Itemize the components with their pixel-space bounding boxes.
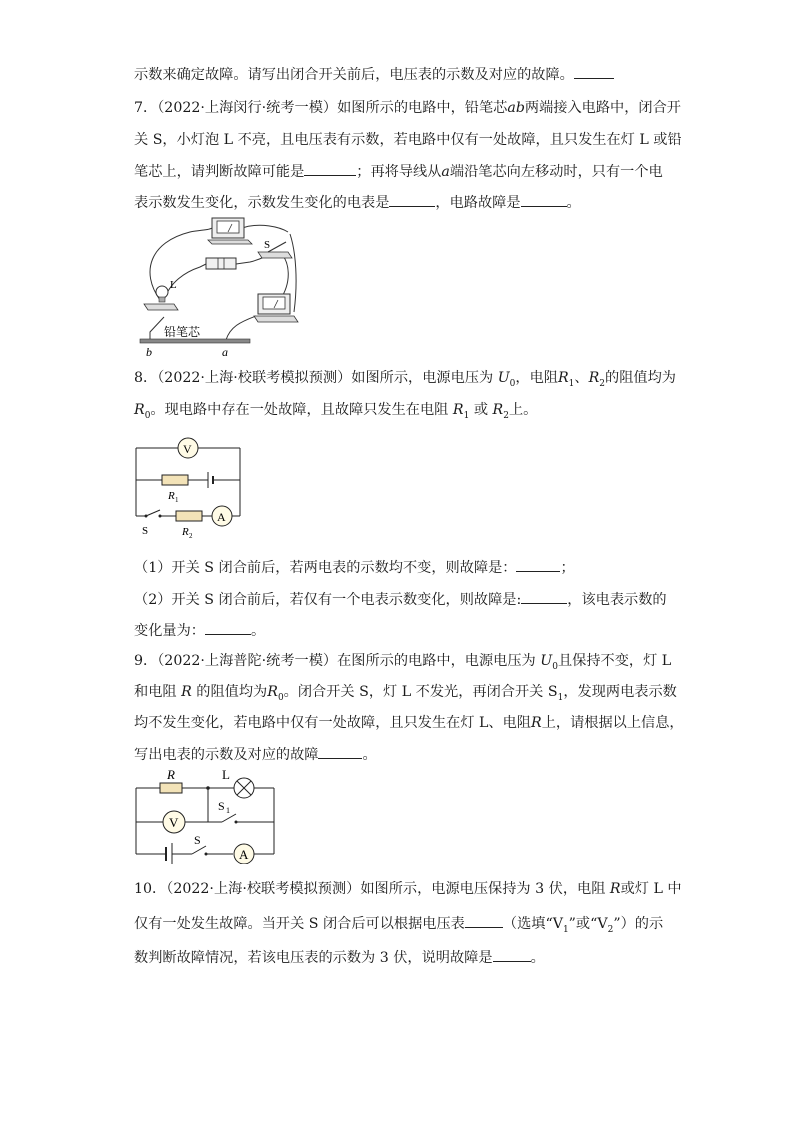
q9-line-4: 写出电表的示数及对应的故障 。: [134, 744, 377, 765]
q8-circuit-figure: [128, 430, 248, 542]
q8-sub2: （2）开关 S 闭合前后，若仅有一个电表示数变化，则故障是: ，该电表示数的: [134, 589, 667, 610]
svg-text:R: R: [167, 767, 175, 782]
q9-line-3: 均不发生变化，若电路中仅有一处故障，且只发生在灯 L、电阻R上，请根据以上信息，: [134, 715, 684, 731]
q7-line-4: 表示数发生变化，示数发生变化的电表是 ，电路故障是 。: [134, 192, 581, 213]
switch-label: S: [194, 833, 201, 847]
svg-text:b: b: [146, 345, 152, 359]
q7-line-1: 7．（2022·上海闵行·统考一模）如图所示的电路中，铅笔芯ab两端接入电路中，闭合开: [134, 100, 681, 116]
q8-line-1: 8．（2022·上海·校联考模拟预测）如图所示，电源电压为 $U_0$，电阻$R_1$、$R_2$的阻值均为: [134, 370, 676, 389]
svg-text:a: a: [222, 345, 228, 359]
answer-blank[interactable]: [521, 589, 567, 604]
q9-circuit-figure: [130, 766, 280, 864]
voltmeter-label: V: [169, 815, 179, 830]
switch-label: S: [264, 239, 271, 251]
q6-tail-line: 示数来确定故障。请写出闭合开关前后，电压表的示数及对应的故障。: [134, 64, 614, 85]
pencil-label: 铅笔芯: [164, 325, 201, 339]
answer-blank[interactable]: [574, 64, 614, 79]
svg-text:1: 1: [175, 496, 179, 504]
switch-label: S: [142, 525, 149, 537]
q8-sub2-tail: 变化量为： 。: [134, 620, 265, 641]
ammeter-label: A: [217, 510, 226, 524]
q10-line-3: 数判断故障情况，若该电压表的示数为 3 伏，说明故障是 。: [134, 947, 545, 968]
q7-line-2: 关 S，小灯泡 L 不亮，且电压表有示数，若电路中仅有一处故障，且只发生在灯 L 或铅: [134, 132, 682, 148]
answer-blank[interactable]: [493, 947, 531, 962]
q9-line-1: 9．（2022·上海普陀·统考一模）在图所示的电路中，电源电压为 $U_0$且保持不变，灯 L: [134, 653, 672, 672]
q7-line-3: 笔芯上，请判断故障可能是 ；再将导线从a端沿笔芯向左移动时，只有一个电: [134, 161, 663, 182]
ammeter-label: A: [239, 847, 249, 862]
answer-blank[interactable]: [389, 192, 435, 207]
voltmeter-label: V: [183, 442, 192, 456]
q10-line-1: 10．（2022·上海·校联考模拟预测）如图所示，电源电压保持为 3 伏，电阻 R或灯 L 中: [134, 881, 682, 897]
answer-blank[interactable]: [304, 161, 356, 176]
q7-circuit-figure: [130, 212, 300, 362]
answer-blank[interactable]: [318, 744, 362, 759]
q8-line-2: $R_0$。现电路中存在一处故障，且故障只发生在电阻 $R_1$ 或 $R_2$上。: [134, 402, 538, 421]
answer-blank[interactable]: [521, 192, 567, 207]
lamp-label: L: [170, 279, 177, 291]
answer-blank[interactable]: [516, 557, 560, 572]
lamp-label: L: [222, 767, 230, 782]
svg-text:2: 2: [189, 532, 193, 540]
q9-line-2: 和电阻 R 的阻值均为$R_0$。闭合开关 S，灯 L 不发光，再闭合开关 $S_1$，发现两电表示数: [134, 684, 677, 703]
answer-blank[interactable]: [205, 620, 251, 635]
svg-text:1: 1: [226, 806, 230, 815]
svg-text:R: R: [182, 526, 189, 538]
answer-blank[interactable]: [465, 913, 503, 928]
svg-text:S: S: [218, 799, 225, 813]
q8-sub1: （1）开关 S 闭合前后，若两电表的示数均不变，则故障是： ；: [134, 557, 575, 578]
q10-line-2: 仅有一处发生故障。当开关 S 闭合后可以根据电压表 （选填“$V_1$”或“$V_2$”）的示: [134, 913, 663, 940]
svg-text:R: R: [168, 490, 175, 502]
